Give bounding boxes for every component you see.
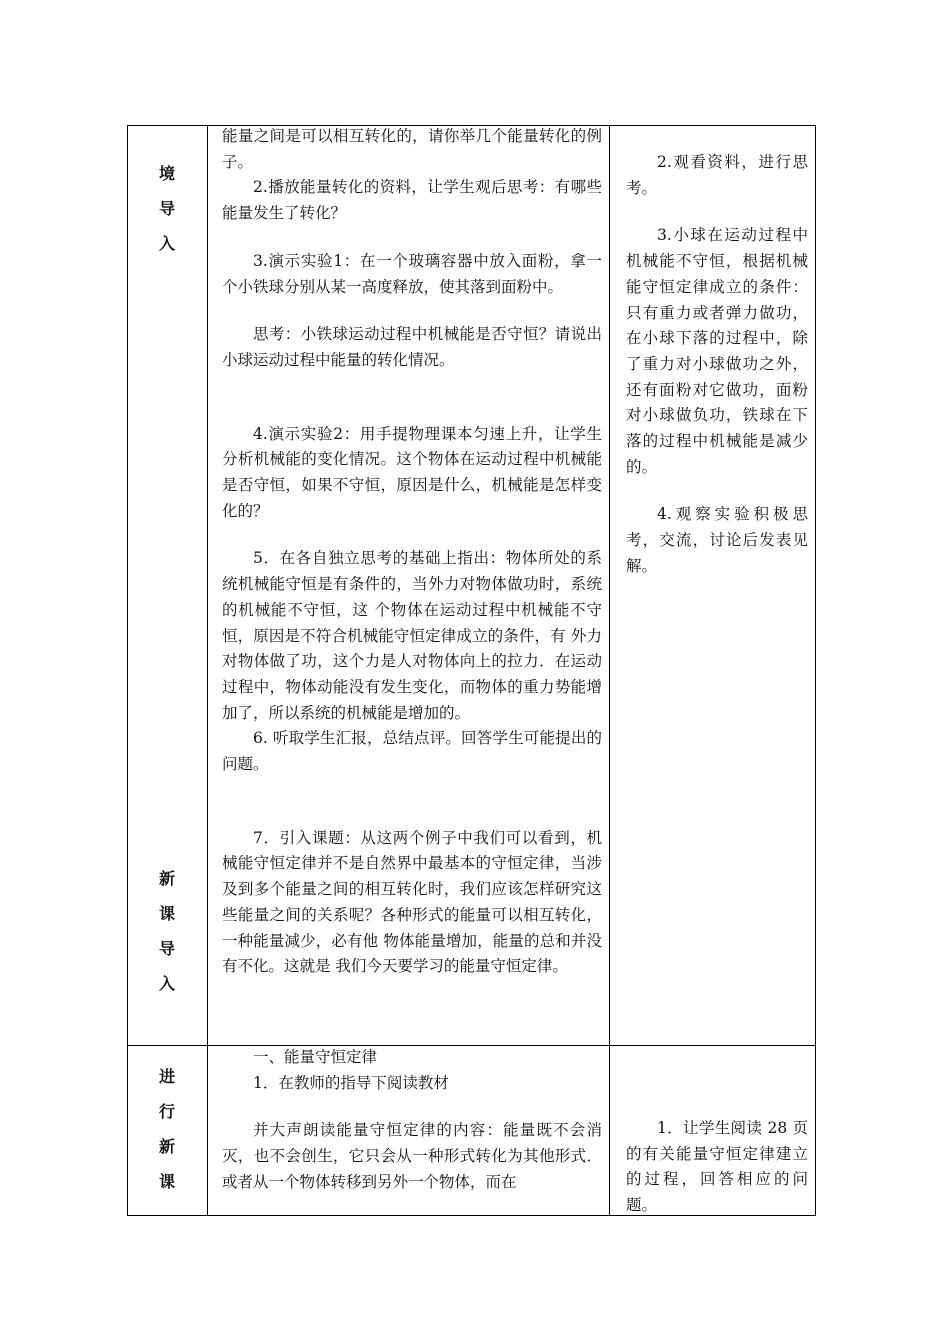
teacher-paragraph: 4.演示实验2：用手提物理课本匀速上升，让学生分析机械能的变化情况。这个物体在运动过程中机械能是否守恒，如果不守恒，原因是什么，机械能是怎样变化的？ [222,424,602,520]
teacher-paragraph: 1．在教师的指导下阅读教材 [253,1073,449,1092]
student-activities-bottom [626,1116,808,1219]
table-divider-1 [207,125,208,1216]
label-char: 入 [158,234,175,253]
teacher-paragraph: 5．在各自独立思考的基础上指出：物体所处的系统机械能守恒是有条件的，当外力对物体做功时，系统的机械能不守恒，这 个物体在运动过程中机械能不守恒，原因是不符合机械能守恒定律成立的条件，有 外力对物体做了功，这个力是人对物体向上的拉力．在运动过程中，物体动能没有发生变化，而物体的重力势能增加了，所以系统的机械能是增加的。 [222,549,602,722]
label-char: 新 [158,869,175,888]
student-paragraph: 4.观察实验积极思考，交流，讨论后发表见解。 [626,505,808,575]
student-paragraph: 3.小球在运动过程中机械能不守恒，根据机械能守恒定律成立的条件：只有重力或者弹力做功，在小球下落的过程中，除了重力对小球做功之外，还有面粉对它做功，面粉对小球做负功，铁球在下落的过程中机械能是减少的。 [626,226,808,476]
label-char: 导 [158,939,175,958]
student-paragraph: 2.观看资料，进行思考。 [626,153,808,197]
teacher-paragraph: 2.播放能量转化的资料，让学生观后思考：有哪些能量发生了转化？ [222,178,602,223]
teacher-paragraph: 6. 听取学生汇报，总结点评。回答学生可能提出的问题。 [222,729,602,774]
section-label-scene-intro [127,156,207,261]
label-char: 入 [158,974,175,993]
student-activities-top [626,150,808,580]
teacher-paragraph: 能量之间是可以相互转化的，请你举几个能量转化的例子。 [222,127,602,171]
teacher-paragraph: 一、能量守恒定律 [253,1048,378,1066]
table-divider-2 [609,125,610,1216]
section-label-new-lesson-intro [127,861,207,1001]
label-char: 课 [158,904,175,923]
teacher-paragraph: 7．引入课题：从这两个例子中我们可以看到，机械能守恒定律并不是自然界中最基本的守恒定律，当涉及到多个能量之间的相互转化时，我们应该怎样研究这些能量之间的关系呢？各种形式的能量可以相互转化，一种能量减少，必有他 物体能量增加，能量的总和并没有不化。这就是 我们今天要学习的能量守恒定律。 [222,828,602,976]
student-paragraph: 1．让学生阅读 28 页的有关能量守恒定律建立的过程，回答相应的问题。 [626,1119,808,1215]
label-char: 境 [158,164,175,183]
section-label-new-lesson [127,1059,207,1199]
label-char: 课 [158,1172,175,1191]
teacher-activities-bottom [222,1045,602,1196]
label-char: 行 [158,1102,175,1121]
teacher-paragraph: 3.演示实验1：在一个玻璃容器中放入面粉，拿一个小铁球分别从某一高度释放，使其落到面粉中。 [222,251,602,296]
teacher-activities-top [222,124,602,980]
label-char: 导 [158,199,175,218]
teacher-paragraph: 并大声朗读能量守恒定律的内容：能量既不会消灭，也不会创生，它只会从一种形式转化为其他形式．或者从一个物体转移到另外一个物体，而在 [222,1121,602,1191]
teacher-paragraph: 思考：小铁球运动过程中机械能是否守恒？请说出小球运动过程中能量的转化情况。 [222,325,602,369]
label-char: 进 [158,1067,175,1086]
label-char: 新 [158,1137,175,1156]
